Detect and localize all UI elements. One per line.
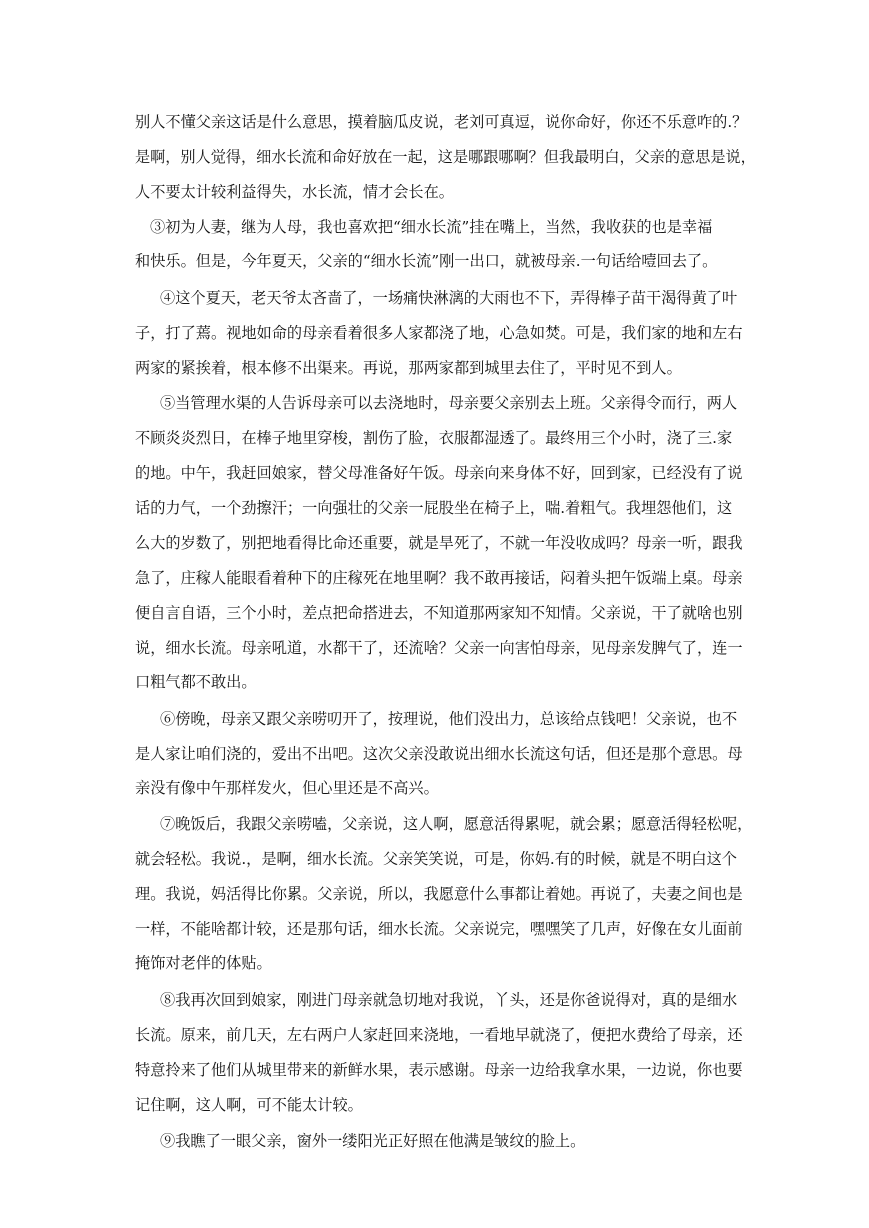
text-line: 理。我说，妈活得比你累。父亲说，所以，我愿意什么事都让着她。再说了，夫妻之间也是 <box>135 885 743 903</box>
text-line: 急了，庄稼人能眼看着种下的庄稼死在地里啊？我不敢再接话，闷着头把午饭端上桌。母亲 <box>135 569 743 587</box>
text-line: 和快乐。但是，今年夏天，父亲的“细水长流”刚一出口，就被母亲.一句话给噎回去了。 <box>135 252 718 270</box>
text-line: 掩饰对老伴的体贴。 <box>135 954 272 972</box>
text-line: 特意拎来了他们从城里带来的新鲜水果，表示感谢。母亲一边给我拿水果，一边说，你也要 <box>135 1061 743 1079</box>
text-line: 记住啊，这人啊，可不能太计较。 <box>135 1096 363 1114</box>
text-line: 长流。原来，前几天，左右两户人家赶回来浇地，一看地早就浇了，便把水费给了母亲，还 <box>135 1026 743 1044</box>
text-line: 是人家让咱们浇的，爱出不出吧。这次父亲没敢说出细水长流这句话，但还是那个意思。母 <box>135 745 743 763</box>
text-line: 人不要太计较利益得失，水长流，情才会长在。 <box>135 183 454 201</box>
text-line: 说，细水长流。母亲吼道，水都干了，还流啥？父亲一向害怕母亲，见母亲发脾气了，连一 <box>135 639 743 657</box>
text-line: 便自言自语，三个小时，差点把命搭进去，不知道那两家知不知情。父亲说，干了就啥也别 <box>135 604 743 622</box>
paragraph-3-first-line: ③初为人妻，继为人母，我也喜欢把“细水长流”挂在嘴上，当然，我收获的也是幸福 <box>150 218 713 236</box>
text-line: 就会轻松。我说.，是啊，细水长流。父亲笑笑说，可是，你妈.有的时候，就是不明白这个 <box>135 850 737 868</box>
text-line: 两家的紧挨着，根本修不出渠来。再说，那两家都到城里去住了，平时见不到人。 <box>135 359 682 377</box>
paragraph-8-first-line: ⑧我再次回到娘家，刚进门母亲就急切地对我说，丫头，还是你爸说得对，真的是细水 <box>160 991 738 1009</box>
text-line: 是啊，别人觉得，细水长流和命好放在一起，这是哪跟哪啊？但我最明白，父亲的意思是说， <box>135 148 756 166</box>
text-line: 么大的岁数了，别把地看得比命还重要，就是旱死了，不就一年没收成吗？母亲一听，跟我 <box>135 534 743 552</box>
paragraph-6-first-line: ⑥傍晚，母亲又跟父亲唠叨开了，按理说，他们没出力，总该给点钱吧！父亲说，也不 <box>160 710 738 728</box>
text-line: 亲没有像中午那样发火，但心里还是不高兴。 <box>135 779 439 797</box>
text-line: 不顾炎炎烈日，在棒子地里穿梭，割伤了脸，衣服都湿透了。最终用三个小时，浇了三.家 <box>135 429 733 447</box>
paragraph-9-first-line: ⑨我瞧了一眼父亲，窗外一缕阳光正好照在他满是皱纹的脸上。 <box>160 1132 586 1150</box>
text-line: 话的力气，一个劲擦汗；一向强壮的父亲一屁股坐在椅子上，喘.着粗气。我埋怨他们，这 <box>135 499 733 517</box>
paragraph-7-first-line: ⑦晚饭后，我跟父亲唠嗑，父亲说，这人啊，愿意活得累呢，就会累；愿意活得轻松呢， <box>160 815 753 833</box>
text-line: 口粗气都不敢出。 <box>135 673 257 691</box>
paragraph-5-first-line: ⑤当管理水渠的人告诉母亲可以去浇地时，母亲要父亲别去上班。父亲得令而行，两人 <box>160 394 738 412</box>
paragraph-4-first-line: ④这个夏天，老天爷太吝啬了，一场痛快淋漓的大雨也不下，弄得棒子苗干渴得黄了叶 <box>160 289 738 307</box>
text-line: 的地。中午，我赶回娘家，替父母准备好午饭。母亲向来身体不好，回到家，已经没有了说 <box>135 464 743 482</box>
text-line: 子，打了蔫。视地如命的母亲看着很多人家都浇了地，心急如焚。可是，我们家的地和左右 <box>135 324 743 342</box>
text-line: 一样，不能啥都计较，还是那句话，细水长流。父亲说完，嘿嘿笑了几声，好像在女儿面前 <box>135 920 743 938</box>
text-line: 别人不懂父亲这话是什么意思，摸着脑瓜皮说，老刘可真逗，说你命好，你还不乐意咋的.？ <box>135 113 748 131</box>
